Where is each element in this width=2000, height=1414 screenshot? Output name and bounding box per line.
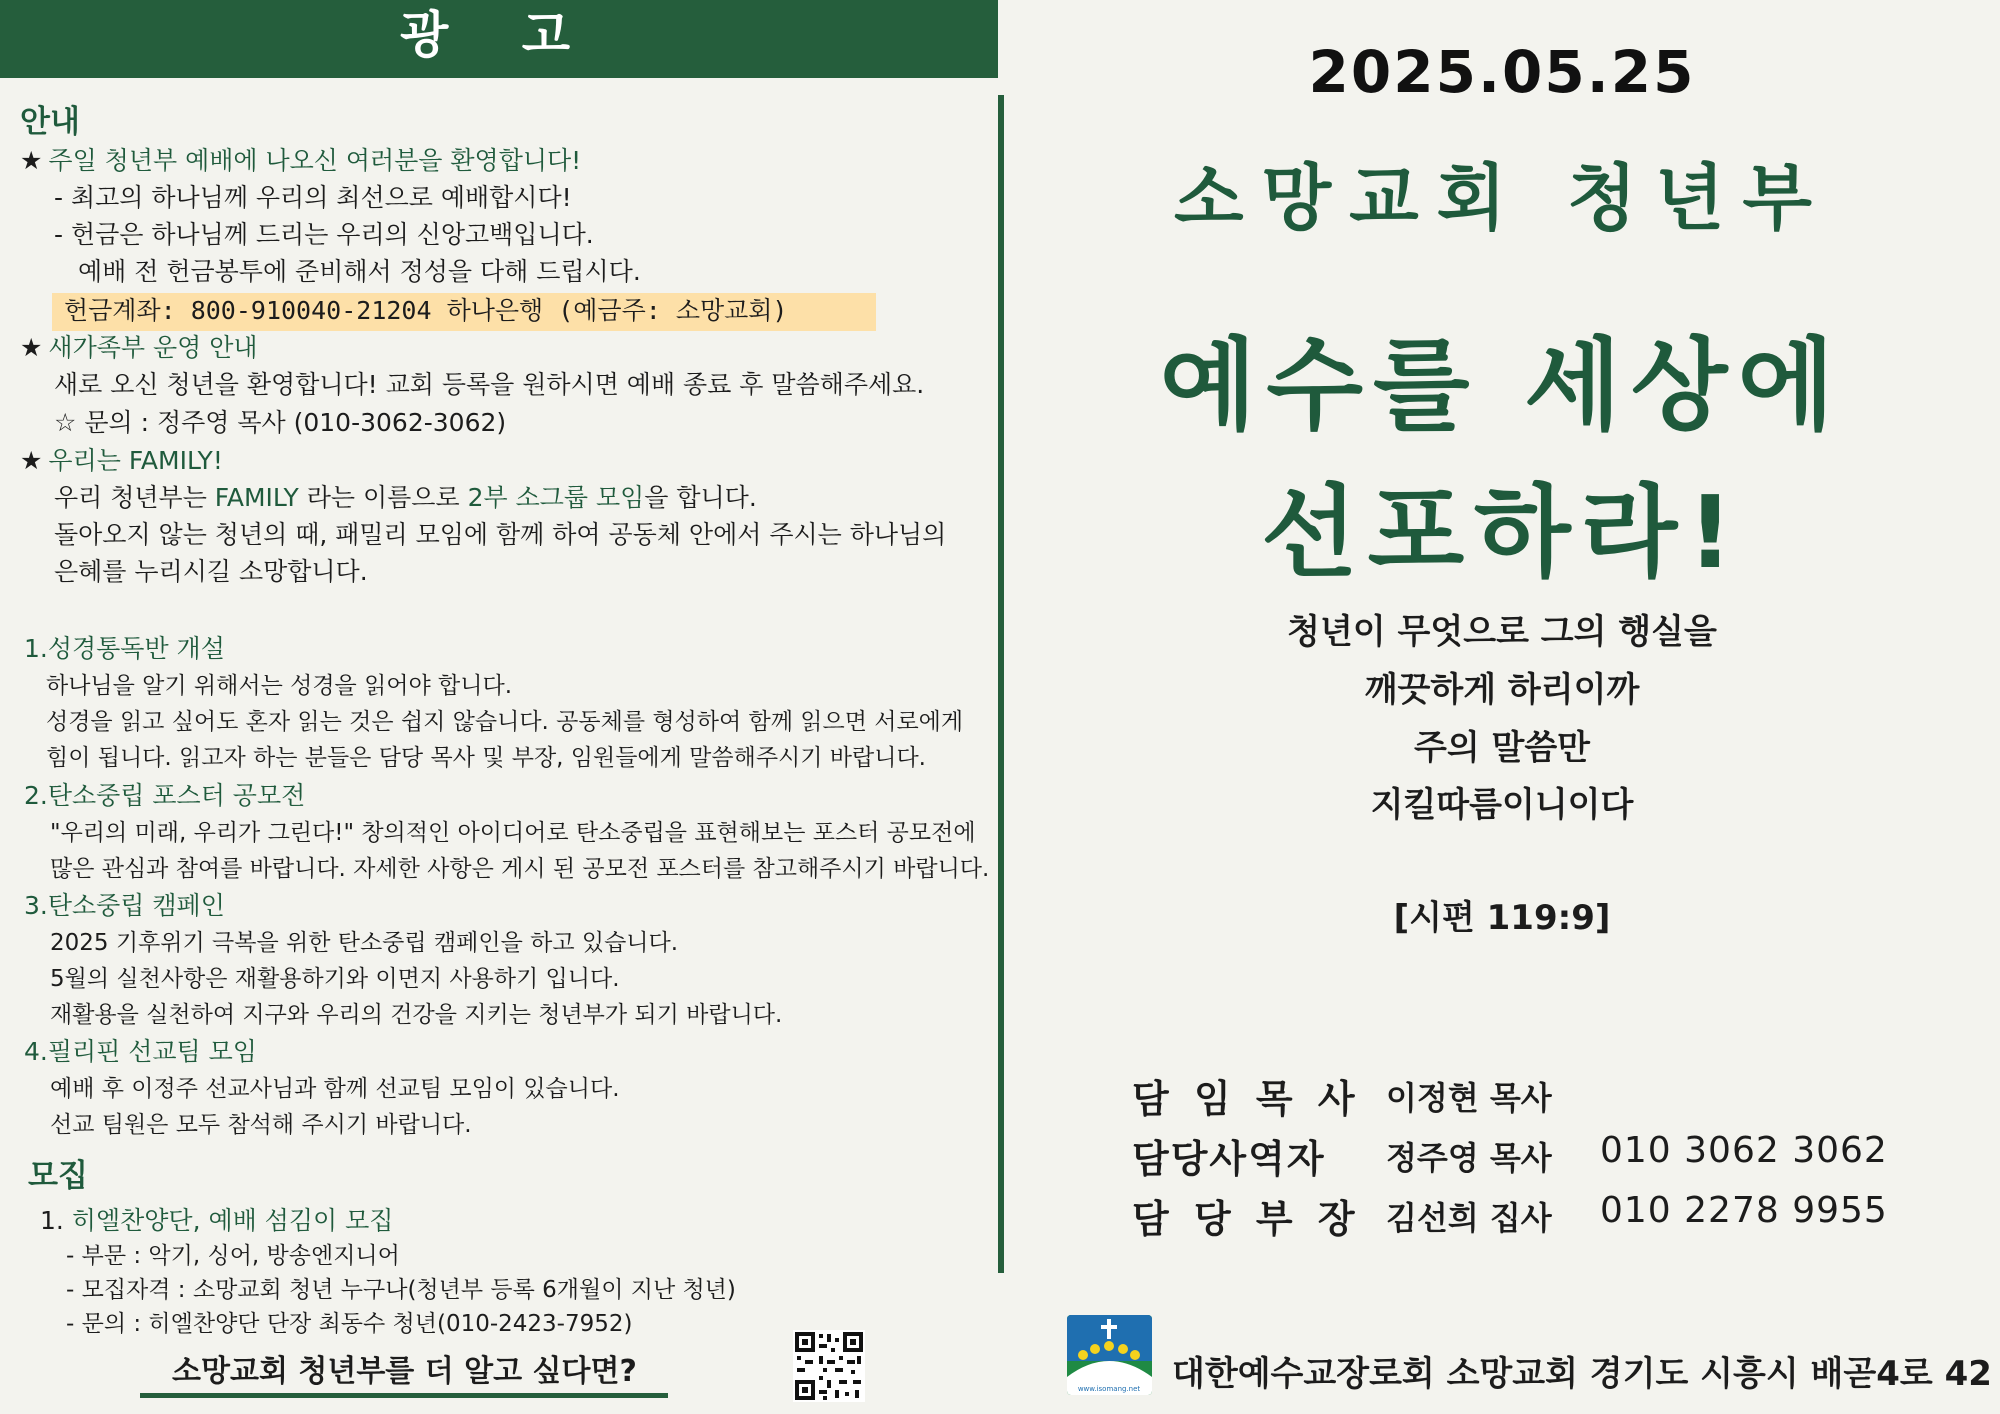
notice-item-welcome: ★ 주일 청년부 예배에 나오신 여러분을 환영합니다! — [20, 146, 582, 175]
verse-line: 주의 말씀만 — [1413, 728, 1591, 768]
notice-line: ☆ 문의 : 정주영 목사 (010-3062-3062) — [54, 408, 507, 437]
church-address: 대한예수교장로회 소망교회 경기도 시흥시 배곧4로 42 — [1172, 1354, 1992, 1394]
ad-banner: 광 고 — [0, 0, 998, 78]
svg-text:www.isomang.net: www.isomang.net — [1077, 1385, 1141, 1393]
recruit-line: - 부문 : 악기, 싱어, 방송엔지니어 — [66, 1243, 400, 1269]
staff-phone: 010 2278 9955 — [1600, 1190, 1888, 1231]
recruit-line: - 문의 : 히엘찬양단 단장 최동수 청년(010-2423-7952) — [66, 1311, 633, 1337]
recruit-heading: 모집 — [28, 1158, 88, 1194]
headline-line: 선포하라! — [1260, 474, 1743, 591]
church-name: 소망교회 청년부 — [1174, 156, 1830, 240]
star-icon: ★ — [20, 333, 43, 362]
recruit-title: 1. 히엘찬양단, 예배 섬김이 모집 — [40, 1206, 394, 1235]
star-icon: ★ — [20, 446, 43, 475]
bulletin-date: 2025.05.25 — [1308, 38, 1696, 106]
announcement-title: 2.탄소중립 포스터 공모전 — [24, 781, 306, 810]
notice-line: 예배 전 헌금봉투에 준비해서 정성을 다해 드립시다. — [78, 257, 641, 286]
church-logo-icon — [1067, 1315, 1152, 1395]
announcement-title: 4.필리핀 선교팀 모임 — [24, 1037, 257, 1066]
headline-line: 예수를 세상에 — [1159, 327, 1845, 444]
announcement-line: 재활용을 실천하여 지구와 우리의 건강을 지키는 청년부가 되기 바랍니다. — [50, 1002, 783, 1028]
recruit-line: - 모집자격 : 소망교회 청년 누구나(청년부 등록 6개월이 지난 청년) — [66, 1277, 736, 1303]
star-icon: ★ — [20, 146, 43, 175]
verse-line: 깨끗하게 하리이까 — [1364, 670, 1640, 710]
staff-role: 담당사역자 — [1132, 1137, 1326, 1181]
announcement-line: 예배 후 이정주 선교사님과 함께 선교팀 모임이 있습니다. — [50, 1076, 620, 1102]
staff-role: 담 임 목 사 — [1132, 1077, 1361, 1121]
announcement-line: 선교 팀원은 모두 참석해 주시기 바랍니다. — [50, 1112, 472, 1138]
staff-name: 김선희 집사 — [1386, 1199, 1552, 1237]
cover-panel — [1004, 0, 2000, 1414]
announcement-line: "우리의 미래, 우리가 그린다!" 창의적인 아이디어로 탄소중립을 표현해보는 포스터 공모전에 — [50, 820, 976, 846]
staff-phone: 010 3062 3062 — [1600, 1130, 1888, 1171]
family-intro-line: 우리 청년부는 FAMILY 라는 이름으로 2부 소그룹 모임을 합니다. — [54, 483, 757, 512]
notice-heading: 안내 — [20, 104, 80, 140]
staff-name: 정주영 목사 — [1386, 1139, 1552, 1177]
notice-line: 돌아오지 않는 청년의 때, 패밀리 모임에 함께 하여 공동체 안에서 주시는 하나님의 — [54, 520, 947, 549]
notice-item-family: ★ 우리는 FAMILY! — [20, 446, 223, 475]
announcement-line: 힘이 됩니다. 읽고자 하는 분들은 담당 목사 및 부장, 임원들에게 말씀해주시기 바랍니다. — [46, 745, 926, 771]
announcement-line: 하나님을 알기 위해서는 성경을 읽어야 합니다. — [46, 673, 513, 699]
learn-more-underline — [140, 1393, 668, 1398]
announcement-line: 성경을 읽고 싶어도 혼자 읽는 것은 쉽지 않습니다. 공동체를 형성하여 함께 읽으면 서로에게 — [46, 709, 964, 735]
notice-line: 새로 오신 청년을 환영합니다! 교회 등록을 원하시면 예배 종료 후 말씀해주세요. — [54, 370, 925, 399]
notice-line: - 최고의 하나님께 우리의 최선으로 예배합시다! — [54, 183, 572, 212]
offering-account: 헌금계좌: 800-910040-21204 하나은행 (예금주: 소망교회) — [64, 296, 788, 325]
announcement-line: 2025 기후위기 극복을 위한 탄소중립 캠페인을 하고 있습니다. — [50, 930, 679, 956]
verse-line: 청년이 무엇으로 그의 행실을 — [1287, 612, 1717, 652]
notice-line: - 헌금은 하나님께 드리는 우리의 신앙고백입니다. — [54, 220, 594, 249]
staff-role: 담 당 부 장 — [1132, 1197, 1361, 1241]
announcement-title: 3.탄소중립 캠페인 — [24, 891, 225, 920]
staff-name: 이정현 목사 — [1386, 1079, 1552, 1117]
announcement-line: 5월의 실천사항은 재활용하기와 이면지 사용하기 입니다. — [50, 966, 620, 992]
announcement-title: 1.성경통독반 개설 — [24, 634, 225, 663]
learn-more-link[interactable]: 소망교회 청년부를 더 알고 싶다면? — [172, 1354, 637, 1389]
verse-line: 지킬따름이니이다 — [1370, 785, 1634, 825]
notice-line: 은혜를 누리시길 소망합니다. — [54, 557, 368, 586]
announcement-line: 많은 관심과 참여를 바랍니다. 자세한 사항은 게시 된 공모전 포스터를 참고해주시기 바랍니다. — [50, 856, 990, 882]
notice-item-newcomer: ★ 새가족부 운영 안내 — [20, 333, 258, 362]
qr-code-icon[interactable] — [793, 1330, 865, 1402]
verse-reference: [시편 119:9] — [1393, 898, 1611, 938]
